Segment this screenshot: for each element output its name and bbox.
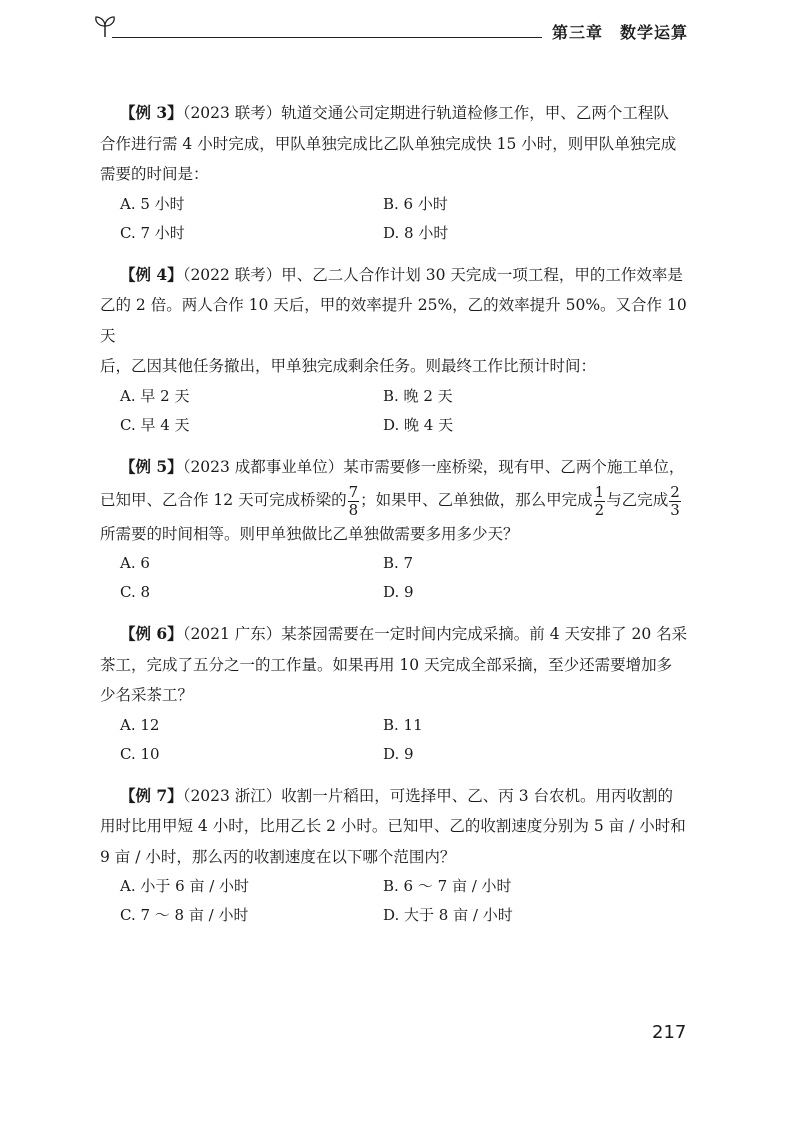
question-line: 茶工，完成了五分之一的工作量。如果再用 10 天完成全部采摘，至少还需要增加多 — [100, 655, 673, 674]
page-number: 217 — [652, 1022, 687, 1043]
example-tag: 【例 7】 — [120, 785, 183, 805]
header-rule — [112, 37, 542, 38]
fraction-denominator: 3 — [670, 500, 680, 519]
fraction-7-8 — [348, 484, 360, 519]
option-c: C. 7 ～ 8 亩 / 小时 — [120, 906, 249, 924]
question-fragment: ；如果甲、乙单独做，那么甲完成 — [360, 491, 593, 509]
question-line: 后，乙因其他任务撤出，甲单独完成剩余任务。则最终工作比预计时间： — [100, 357, 597, 375]
example-tag: 【例 6】 — [120, 624, 183, 643]
question-line: 需要的时间是： — [100, 165, 209, 183]
options-grid — [120, 549, 700, 607]
example-tag: 【例 4】 — [120, 264, 183, 284]
fraction-numerator: 1 — [594, 482, 605, 501]
fraction-denominator: 8 — [348, 500, 359, 519]
option-a: A. 6 — [120, 554, 150, 572]
question-text — [120, 260, 700, 291]
question-text — [120, 781, 700, 812]
option-a: A. 小于 6 亩 / 小时 — [120, 877, 250, 895]
page-header — [0, 0, 800, 60]
fraction-denominator: 2 — [594, 500, 605, 519]
question-text — [120, 98, 700, 129]
question-line: 少名采茶工？ — [100, 686, 194, 704]
question-line: 用时比用甲短 4 小时，比用乙长 2 小时。已知甲、乙的收割速度分别为 5 亩 / 小时和 — [100, 817, 686, 835]
question-line: （2023 成都事业单位）某市需要修一座桥梁，现有甲、乙两个施工单位， — [182, 457, 685, 476]
option-d: D. 8 小时 — [383, 223, 449, 242]
question-text — [120, 452, 700, 483]
fraction-numerator: 2 — [670, 482, 680, 501]
option-c: C. 早 4 天 — [120, 415, 190, 434]
option-c: C. 7 小时 — [120, 223, 185, 242]
option-b: B. 6 小时 — [383, 194, 448, 213]
option-b: B. 晚 2 天 — [383, 386, 453, 405]
option-a: A. 5 小时 — [120, 194, 185, 213]
example-tag: 【例 5】 — [120, 456, 183, 476]
question-line: 所需要的时间相等。则甲单独做比乙单独做需要多用多少天？ — [100, 524, 519, 543]
example-4 — [100, 260, 700, 440]
options-grid — [120, 872, 700, 930]
example-5 — [100, 452, 700, 608]
question-line: （2021 广东）某茶园需要在一定时间内完成采摘。前 4 天安排了 20 名采 — [182, 625, 688, 643]
example-tag: 【例 3】 — [120, 103, 183, 122]
question-line: （2023 浙江）收割一片稻田，可选择甲、乙、丙 3 台农机。用丙收割的 — [182, 786, 674, 805]
option-b: B. 11 — [383, 715, 423, 734]
question-fragment: 已知甲、乙合作 12 天可完成桥梁的 — [100, 491, 347, 509]
question-line: （2023 联考）轨道交通公司定期进行轨道检修工作，甲、乙两个工程队 — [182, 104, 669, 122]
options-grid — [120, 711, 700, 769]
question-line: 9 亩 / 小时，那么丙的收割速度在以下哪个范围内？ — [100, 847, 456, 866]
option-d: D. 大于 8 亩 / 小时 — [383, 906, 513, 924]
fraction-1-2 — [594, 484, 606, 519]
fraction-numerator: 7 — [348, 482, 359, 501]
question-fragment: 与乙完成 — [606, 491, 669, 509]
question-line — [100, 482, 700, 519]
sprout-icon — [92, 13, 118, 39]
example-6 — [100, 619, 700, 769]
option-a: A. 早 2 天 — [120, 386, 190, 405]
option-a: A. 12 — [120, 715, 160, 734]
question-line: 合作进行需 4 小时完成，甲队单独完成比乙队单独完成快 15 小时，则甲队单独完成 — [100, 134, 677, 153]
question-text — [120, 619, 700, 650]
option-b: B. 6 ～ 7 亩 / 小时 — [383, 877, 512, 895]
option-b: B. 7 — [383, 554, 414, 572]
options-grid — [120, 382, 700, 440]
chapter-title: 第三章 数学运算 — [552, 23, 689, 42]
question-line: 乙的 2 倍。两人合作 10 天后，甲的效率提升 25%，乙的效率提升 50%。又合作 10 天 — [100, 296, 687, 345]
example-3 — [100, 98, 700, 248]
option-d: D. 9 — [383, 744, 414, 763]
options-grid — [120, 190, 700, 248]
option-d: D. 晚 4 天 — [383, 415, 454, 434]
fraction-2-3 — [669, 484, 681, 519]
example-7 — [100, 781, 700, 931]
page-body — [100, 98, 700, 942]
option-c: C. 10 — [120, 744, 160, 763]
option-d: D. 9 — [383, 583, 414, 601]
question-line: （2022 联考）甲、乙二人合作计划 30 天完成一项工程，甲的工作效率是 — [182, 265, 683, 284]
option-c: C. 8 — [120, 583, 151, 601]
